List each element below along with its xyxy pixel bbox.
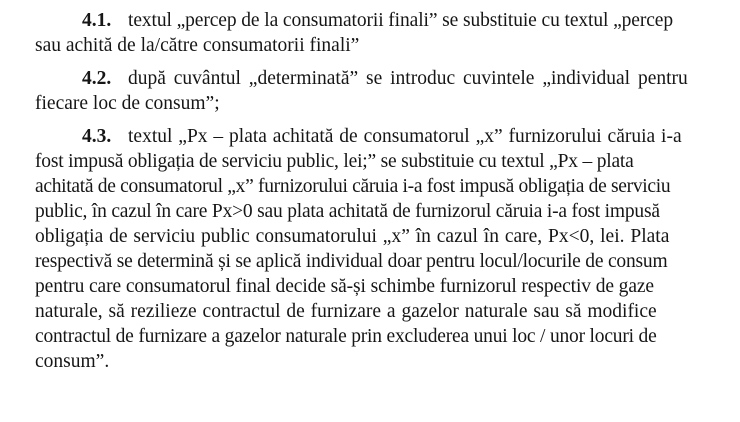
paragraph-4-3-text-1: textul „Px – plata achitată de consumatorul „x” furnizorului căruia i-a <box>128 126 682 147</box>
item-number-4-3: 4.3. <box>82 126 112 147</box>
paragraph-4-3-text-7: pentru care consumatorul final decide să-și schimbe furnizorul respectiv de gaze <box>35 276 654 297</box>
paragraph-4-3-text-2: fost impusă obligația de serviciu public, lei;” se substituie cu textul „Px – plata <box>35 151 634 172</box>
paragraph-4-3-text-3: achitată de consumatorul „x” furnizorului căruia i-a fost impusă obligația de serviciu <box>35 176 671 197</box>
paragraph-4-1-text-1: textul „percep de la consumatorii finali” se substituie cu textul „percep <box>128 10 673 31</box>
paragraph-4-3-line-10 <box>0 350 740 422</box>
paragraph-4-3-text-10: consum”. <box>35 351 110 372</box>
item-number-4-1: 4.1. <box>82 10 112 31</box>
paragraph-4-2-text-2: fiecare loc de consum”; <box>35 93 220 114</box>
paragraph-4-3-text-4: public, în cazul în care Px>0 sau plata achitată de furnizorul căruia i-a fost impusă <box>35 201 660 222</box>
paragraph-4-3-text-5: obligația de serviciu public consumatorului „x” în cazul în care, Px<0, lei. Plata <box>35 226 670 247</box>
paragraph-4-2-text-1: după cuvântul „determinată” se introduc cuvintele „individual pentru <box>128 68 688 89</box>
paragraph-4-3-text-6: respectivă se determină și se aplică individual doar pentru locul/locurile de consum <box>35 251 668 272</box>
paragraph-4-3-text-8: naturale, să rezilieze contractul de furnizare a gazelor naturale sau să modifice <box>35 301 657 322</box>
paragraph-4-1-text-2: sau achită de la/către consumatorii finali” <box>35 35 360 56</box>
paragraph-4-3-text-9: contractul de furnizare a gazelor naturale prin excluderea unui loc / unor locuri de <box>35 326 657 347</box>
item-number-4-2: 4.2. <box>82 68 112 89</box>
